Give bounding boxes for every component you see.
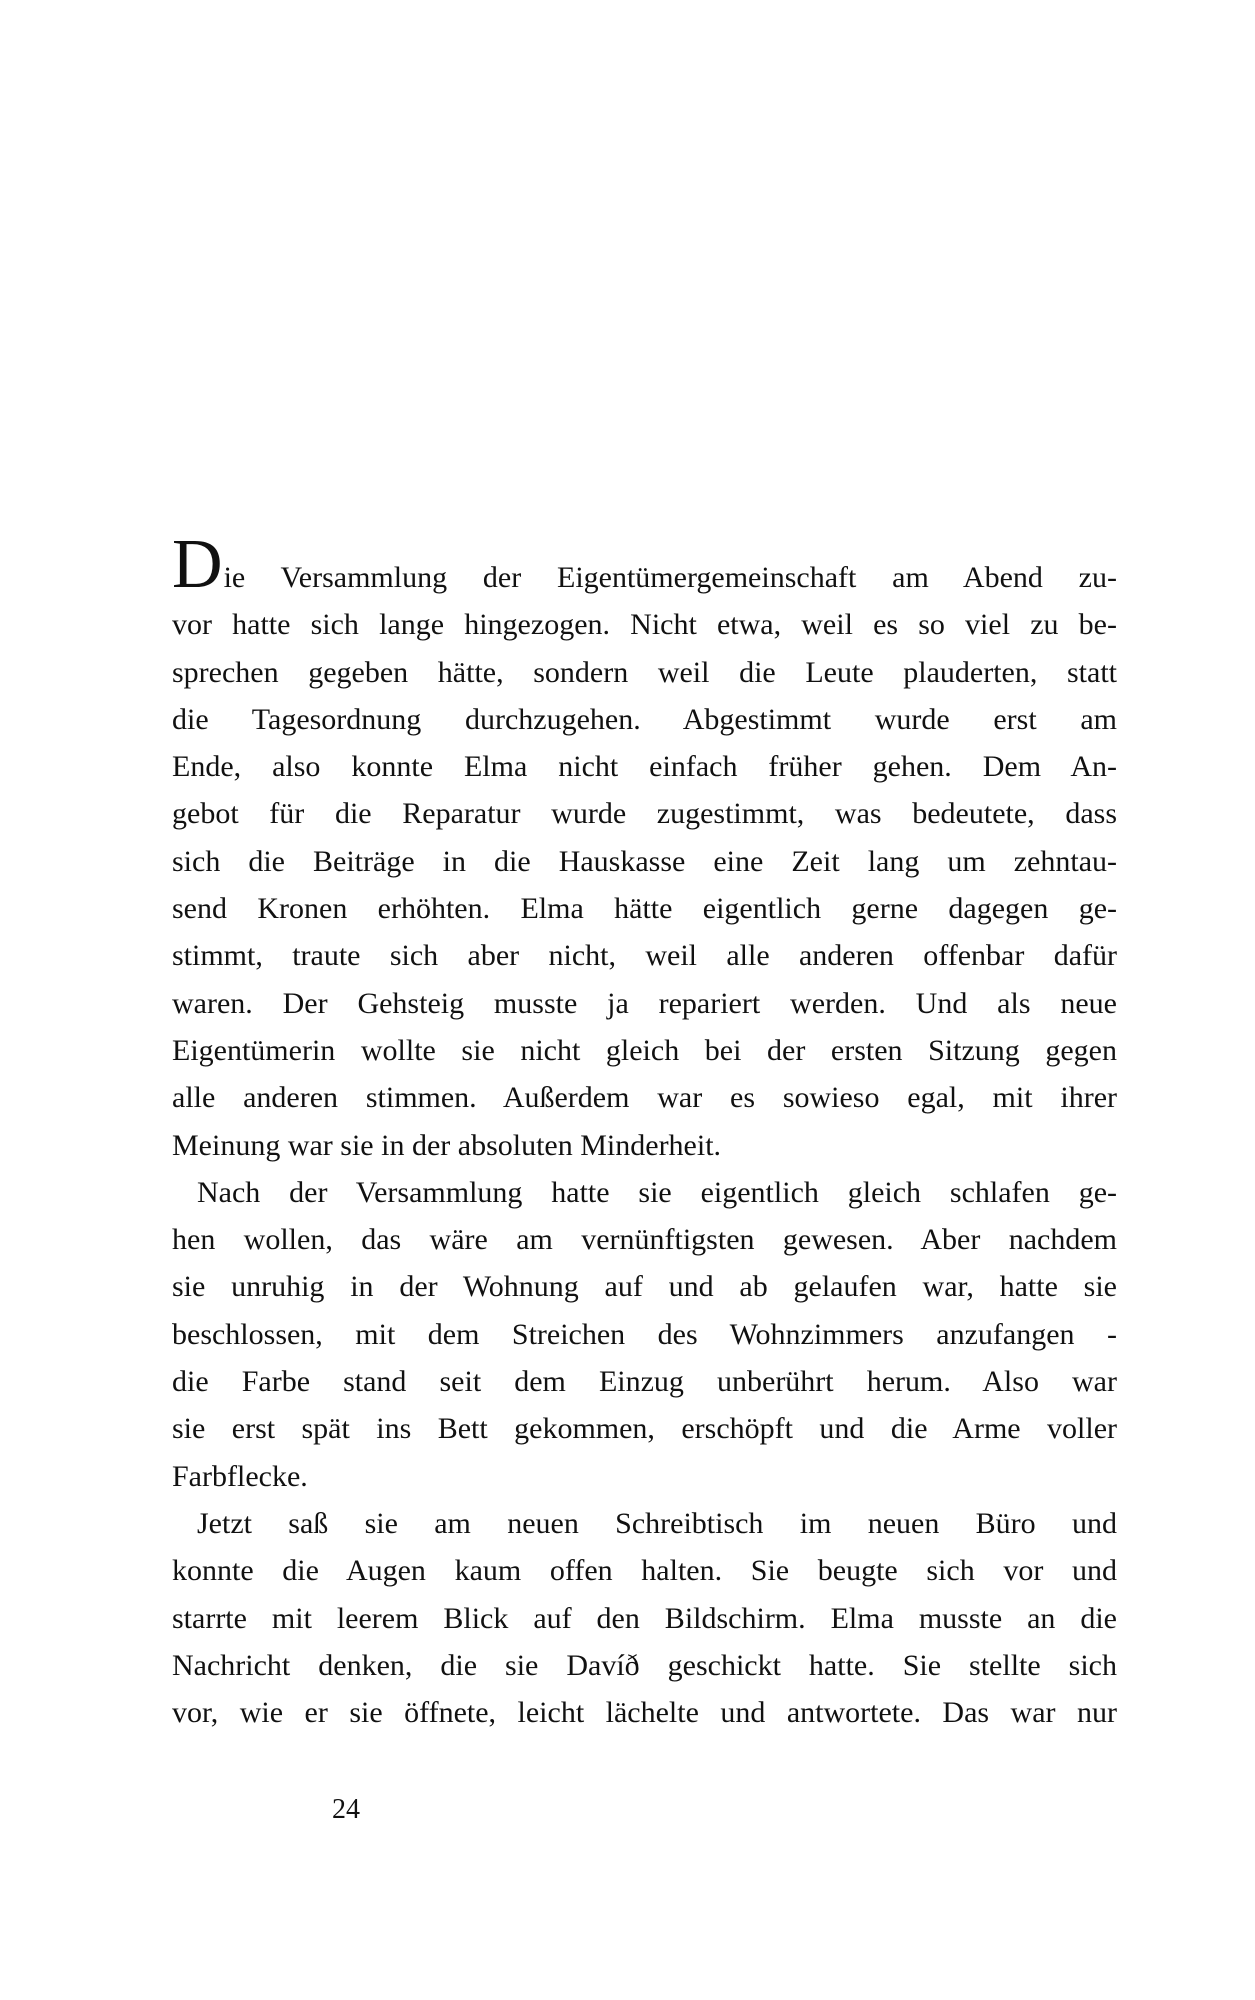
text-line: Jetzt saß sie am neuen Schreibtisch im neuen Büro und — [197, 1506, 1117, 1540]
text-line: send Kronen erhöhten. Elma hätte eigentlich gerne dagegen ge- — [172, 892, 1117, 926]
text-line — [172, 526, 1117, 603]
text-line: gebot für die Reparatur wurde zugestimmt, was bedeutete, dass — [172, 797, 1117, 831]
text-line: vor, wie er sie öffnete, leicht lächelte und antwortete. Das war nur — [172, 1696, 1117, 1730]
text-line: stimmt, traute sich aber nicht, weil alle anderen offenbar dafür — [172, 939, 1117, 973]
body-text — [172, 526, 1117, 1736]
text-line: waren. Der Gehsteig musste ja repariert werden. Und als neue — [172, 986, 1117, 1020]
text-line: Farbflecke. — [172, 1459, 308, 1493]
drop-cap: D — [172, 526, 223, 603]
page-number: 24 — [332, 1794, 360, 1825]
text-line: hen wollen, das wäre am vernünftigsten gewesen. Aber nachdem — [172, 1223, 1117, 1257]
text-line: Eigentümerin wollte sie nicht gleich bei der ersten Sitzung gegen — [172, 1033, 1117, 1067]
text-line: Meinung war sie in der absoluten Minderheit. — [172, 1128, 722, 1162]
text-line: sie erst spät ins Bett gekommen, erschöpft und die Arme voller — [172, 1412, 1117, 1446]
text-line: beschlossen, mit dem Streichen des Wohnzimmers anzufangen - — [172, 1317, 1117, 1351]
text-line: Ende, also konnte Elma nicht einfach früher gehen. Dem An- — [172, 750, 1117, 784]
text-line: sprechen gegeben hätte, sondern weil die Leute plauderten, statt — [172, 655, 1117, 689]
text-line: sie unruhig in der Wohnung auf und ab gelaufen war, hatte sie — [172, 1270, 1117, 1304]
text-line: vor hatte sich lange hingezogen. Nicht etwa, weil es so viel zu be- — [172, 608, 1117, 642]
text-line: die Farbe stand seit dem Einzug unberührt herum. Also war — [172, 1365, 1117, 1399]
text-line: starrte mit leerem Blick auf den Bildschirm. Elma musste an die — [172, 1601, 1117, 1635]
text-line-content: ie Versammlung der Eigentümergemeinschaft am Abend zu- — [223, 561, 1117, 594]
text-line: sich die Beiträge in die Hauskasse eine Zeit lang um zehntau- — [172, 844, 1117, 878]
text-line: die Tagesordnung durchzugehen. Abgestimmt wurde erst am — [172, 702, 1117, 736]
text-line: Nachricht denken, die sie Davíð geschickt hatte. Sie stellte sich — [172, 1648, 1117, 1682]
text-line: Nach der Versammlung hatte sie eigentlich gleich schlafen ge- — [197, 1175, 1117, 1209]
text-line: alle anderen stimmen. Außerdem war es sowieso egal, mit ihrer — [172, 1081, 1117, 1115]
text-line: konnte die Augen kaum offen halten. Sie beugte sich vor und — [172, 1554, 1117, 1588]
